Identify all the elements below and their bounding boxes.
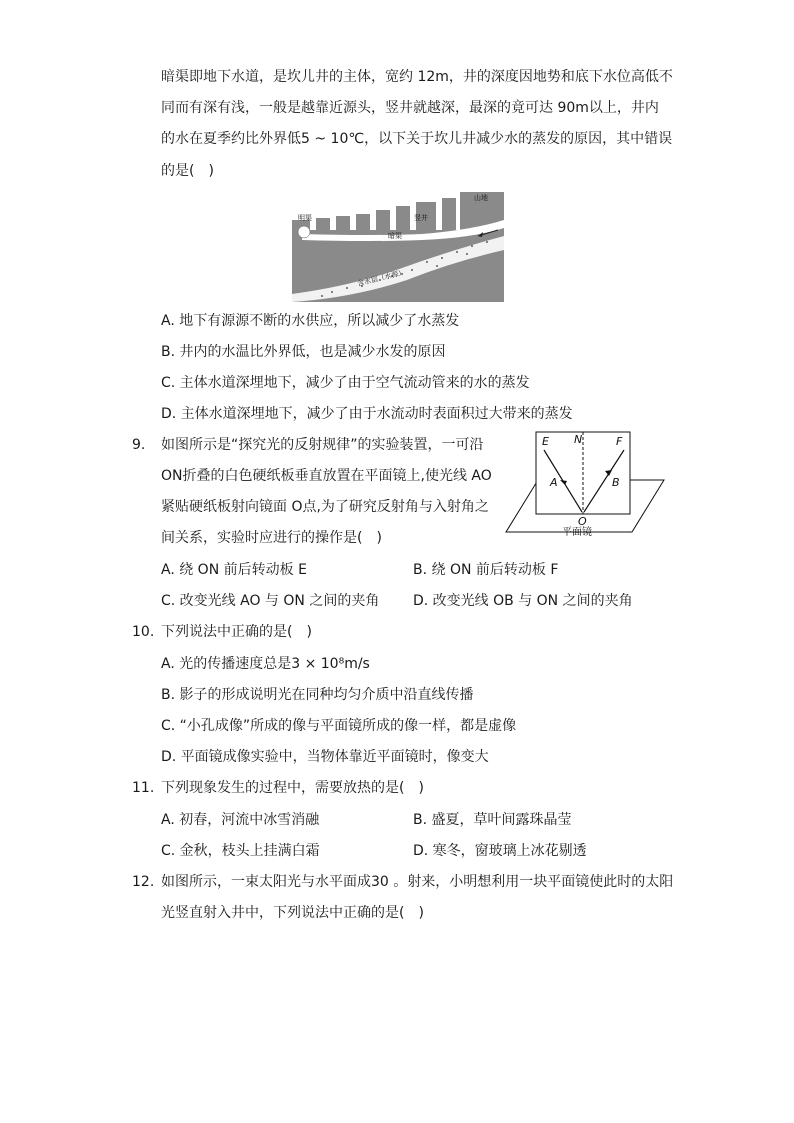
label-aquifer: 含水层（水源） (356, 268, 407, 288)
q9-option-d: D. 改变光线 OB 与 ON 之间的夹角 (413, 593, 633, 609)
q12-number: 12. (132, 874, 155, 890)
q9-line-4: 间关系，实验时应进行的操作是( ) (161, 530, 382, 546)
intro-line-2: 同而有深有浅，一般是越靠近源头，竖井就越深，最深的竟可达 90m以上，井内 (161, 100, 659, 116)
q10-option-a: A. 光的传播速度总是3 × 10⁸m/s (161, 656, 370, 672)
q11-stem: 下列现象发生的过程中，需要放热的是( ) (161, 780, 424, 796)
q9-line-2: ON折叠的白色硬纸板垂直放置在平面镜上,使光线 AO (161, 468, 492, 484)
q10-option-c: C. “小孔成像”所成的像与平面镜所成的像一样，都是虚像 (161, 718, 517, 734)
label-mingqu: 明渠 (298, 214, 312, 222)
q9-line-3: 紧贴硬纸板射向镜面 O点,为了研究反射角与入射角之 (161, 499, 489, 515)
q9-line-1: 如图所示是“探究光的反射规律”的实验装置，一可沿 (161, 437, 484, 453)
intro-line-1: 暗渠即地下水道，是坎儿井的主体，宽约 12m，井的深度因地势和底下水位高低不 (161, 69, 673, 85)
label-shujing: 竖井 (414, 214, 428, 222)
label-E: E (542, 435, 549, 448)
label-B: B (612, 476, 620, 489)
q10-number: 10. (132, 624, 155, 640)
q12-line-2: 光竖直射入井中，下列说法中正确的是( ) (161, 905, 424, 921)
q11-option-d: D. 寒冬，窗玻璃上冰花剔透 (413, 843, 587, 859)
intro-option-a: A. 地下有源源不断的水供应，所以减少了水蒸发 (161, 313, 460, 329)
q9-option-b: B. 绕 ON 前后转动板 F (413, 562, 559, 578)
q11-option-a: A. 初春，河流中冰雪消融 (161, 812, 320, 828)
q9-option-a: A. 绕 ON 前后转动板 E (161, 562, 307, 578)
q9-option-c: C. 改变光线 AO 与 ON 之间的夹角 (161, 593, 380, 609)
karez-figure (292, 190, 504, 302)
q11-option-c: C. 金秋，枝头上挂满白霜 (161, 843, 320, 859)
intro-line-4: 的是( ) (161, 163, 214, 179)
intro-option-d: D. 主体水道深埋地下，减少了由于水流动时表面积过大带来的蒸发 (161, 406, 573, 422)
q9-number: 9. (132, 437, 146, 453)
q11-option-b: B. 盛夏，草叶间露珠晶莹 (413, 812, 572, 828)
q10-stem: 下列说法中正确的是( ) (161, 624, 312, 640)
q12-line-1: 如图所示，一束太阳光与水平面成30 。射来，小明想利用一块平面镜使此时的太阳 (161, 874, 674, 890)
intro-line-3: 的水在夏季约比外界低5 ~ 10℃，以下关于坎儿井减少水的蒸发的原因，其中错误 (161, 131, 673, 147)
label-shandi: 山地 (474, 194, 488, 202)
q11-number: 11. (132, 780, 155, 796)
label-A: A (550, 476, 558, 489)
reflection-figure (502, 428, 668, 538)
label-anqu: 暗渠 (388, 232, 402, 240)
label-mirror: 平面镜 (562, 527, 592, 538)
label-F: F (616, 435, 623, 448)
q10-option-d: D. 平面镜成像实验中，当物体靠近平面镜时，像变大 (161, 749, 489, 765)
q10-option-b: B. 影子的形成说明光在同种均匀介质中沿直线传播 (161, 687, 474, 703)
label-O: O (578, 515, 587, 528)
intro-option-b: B. 井内的水温比外界低，也是减少水发的原因 (161, 344, 446, 360)
label-N: N (574, 433, 583, 446)
intro-option-c: C. 主体水道深埋地下，减少了由于空气流动管来的水的蒸发 (161, 375, 530, 391)
